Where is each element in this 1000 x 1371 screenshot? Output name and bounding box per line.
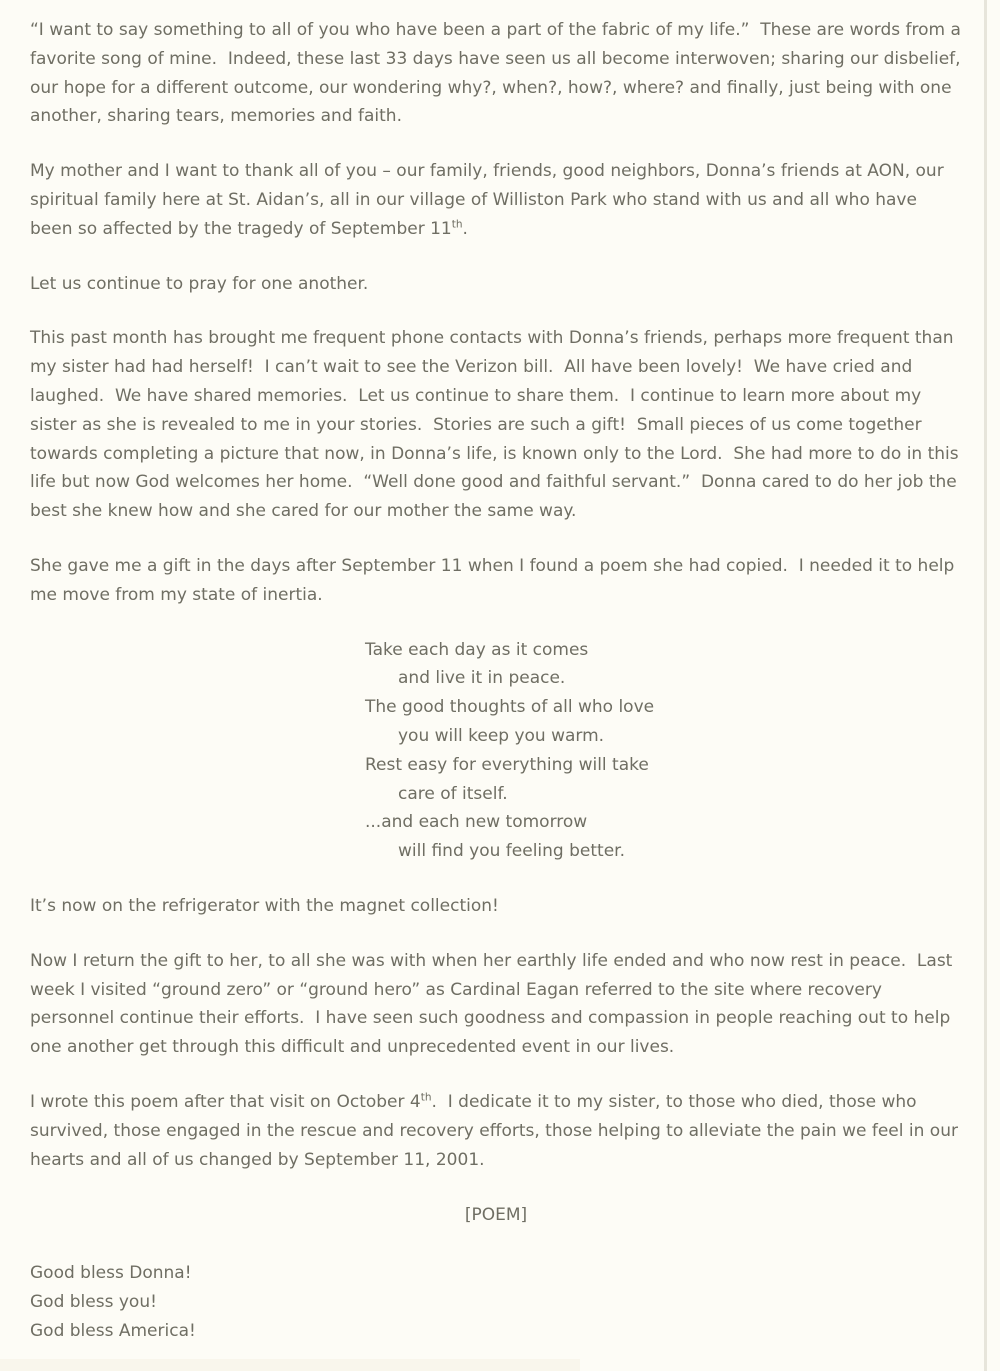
poem-line: The good thoughts of all who love (365, 697, 655, 718)
paragraph-text: Let us continue to pray for one another. (30, 273, 369, 294)
poem-line: Take each day as it comes (365, 639, 589, 660)
closing-blessings (30, 1259, 962, 1345)
paragraph (30, 270, 962, 299)
paragraph (30, 157, 962, 243)
poem-line: Rest easy for everything will take (365, 754, 649, 775)
paragraph (30, 16, 962, 131)
paragraph-text: It’s now on the refrigerator with the magnet collection! (30, 895, 499, 916)
paragraph-text: This past month has brought me frequent phone contacts with Donna’s friends, perhaps more frequent than my sister had had herself! I can’t wait to see the Verizon bill. All have been lovely! We have cried and laughed. We have shared memories. Let us continue to share them. I continue to learn more about my sister as she is revealed to me in your stories. Stories are such a gift! Small pieces of us come together towards completing a picture that now, in Donna’s life, is known only to the Lord. She had more to do in this life but now God welcomes her home. “Well done good and faithful servant.” Donna cared to do her job the best she knew how and she cared for our mother the same way. (30, 328, 959, 522)
paragraph-text: . (462, 218, 468, 239)
paragraph-text: Now I return the gift to her, to all she was with when her earthly life ended and who now rest in peace. Last week I visited “ground zero” or “ground hero” as Cardinal Eagan referred to the site where recovery personnel continue their efforts. I have seen such goodness and compassion in people reaching out to help one another get through this difficult and unprecedented event in our lives. (30, 950, 953, 1058)
scan-bottom-artifact (0, 1359, 580, 1371)
paragraph (30, 324, 962, 526)
poem-line: care of itself. (398, 783, 508, 804)
closing-line: Good bless Donna! (30, 1263, 192, 1284)
paragraph (30, 892, 962, 921)
letter-body (30, 16, 962, 1345)
ordinal-suffix: th (451, 218, 463, 231)
paragraph (30, 552, 962, 610)
poem-line: and live it in peace. (398, 668, 566, 689)
scan-edge-artifact (984, 0, 987, 1371)
paragraph-text: I wrote this poem after that visit on October 4 (30, 1091, 421, 1112)
poem-line: will find you feeling better. (398, 841, 625, 862)
paragraph-text: She gave me a gift in the days after September 11 when I found a poem she had copied. I needed it to help me move from my state of inertia. (30, 555, 955, 605)
paragraph (30, 947, 962, 1062)
paragraph-text: . I dedicate it to my sister, to those who died, those who survived, those engaged in the rescue and recovery efforts, those helping to alleviate the pain we feel in our hearts and all of us changed by September 11, 2001. (30, 1091, 958, 1170)
paragraph-text: My mother and I want to thank all of you – our family, friends, good neighbors, Donna’s friends at AON, our spiritual family here at St. Aidan’s, all in our village of Williston Park who stand with us and all who have been so affected by the tragedy of September 11 (30, 161, 944, 239)
paragraph (30, 1088, 962, 1174)
quoted-poem (365, 636, 962, 866)
ordinal-suffix: th (420, 1091, 432, 1104)
poem-placeholder: [POEM] (464, 1205, 528, 1226)
poem-line: you will keep you warm. (398, 725, 605, 746)
poem-line: ...and each new tomorrow (365, 812, 588, 833)
paragraph-text: “I want to say something to all of you who have been a part of the fabric of my life.” These are words from a favorite song of mine. Indeed, these last 33 days have seen us all become interwoven; sharing our disbelief, our hope for a different outcome, our wondering why?, when?, how?, where? and finally, just being with one another, sharing tears, memories and faith. (30, 20, 961, 127)
closing-line: God bless America! (30, 1320, 196, 1341)
closing-line: God bless you! (30, 1291, 157, 1312)
